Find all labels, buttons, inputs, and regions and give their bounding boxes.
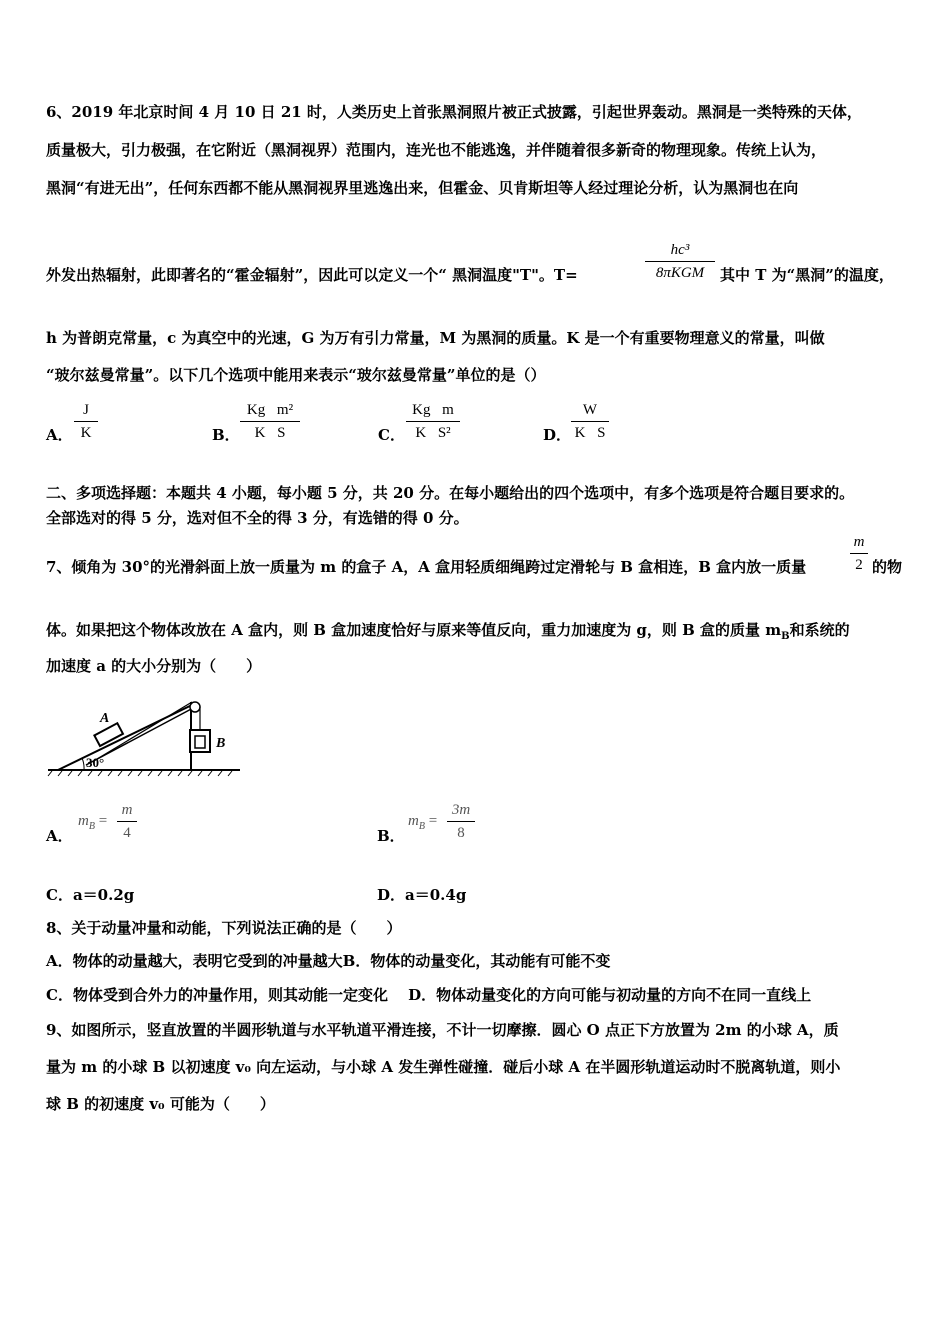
q6-option-d-num: W — [582, 402, 598, 418]
section2-line-2: 全部选对的得 5 分，选对但不全的得 3 分，有选错的得 0 分。 — [46, 509, 469, 527]
q6-option-b[interactable] — [240, 400, 300, 443]
q7-line-2 — [46, 620, 850, 647]
label-b: B — [216, 736, 226, 751]
q7-option-a-den: 4 — [123, 825, 131, 841]
q6-option-d[interactable] — [571, 400, 609, 443]
q8-line-2[interactable]: A．物体的动量越大，表明它受到的冲量越大B．物体的动量变化，其动能有可能不变 — [46, 952, 611, 970]
q7-line-1: 7、倾角为 30°的光滑斜面上放一质量为 m 的盒子 A，A 盒用轻质细绳跨过定滑轮与 B 盒相连，B 盒内放一质量 — [46, 558, 807, 576]
q7-line-2-sub: B — [781, 631, 790, 642]
q6-option-d-label[interactable]: D． — [543, 426, 572, 444]
q7-line-2-text: 体。如果把这个物体改放在 A 盒内，则 B 盒加速度恰好与原来等值反向，重力加速度为 g，则 B 盒的质量 m — [46, 621, 782, 639]
q7-option-a-eq: = — [98, 813, 108, 829]
q7-option-b-num: 3m — [451, 802, 471, 818]
q9-line-1: 9、如图所示，竖直放置的半圆形轨道与水平轨道平滑连接，不计一切摩擦．圆心 O 点正下方放置为 2m 的小球 A，质 — [46, 1021, 839, 1039]
q7-option-b-den: 8 — [457, 825, 465, 841]
q7-option-b-eq: = — [428, 813, 438, 829]
q7-option-b-frac — [447, 800, 475, 843]
q7-line-1-end: 的物 — [872, 558, 903, 576]
q6-option-d-den: K⃞S — [574, 425, 606, 441]
q6-line-2: 质量极大，引力极强，在它附近（黑洞视界）范围内，连光也不能逃逸，并伴随着很多新奇的物理现象。传统上认为， — [46, 141, 827, 159]
box-a — [94, 723, 123, 746]
q6-option-b-label[interactable]: B． — [212, 426, 240, 444]
q6-line-1: 6、2019 年北京时间 4 月 10 日 21 时，人类历史上首张黑洞照片被正式披露，引起世界轰动。黑洞是一类特殊的天体， — [46, 103, 862, 121]
q6-line-3: 黑洞“有进无出”，任何东西都不能从黑洞视界里逃逸出来，但霍金、贝肯斯坦等人经过理论分析，认为黑洞也在向 — [46, 179, 799, 197]
q7-mass-fraction — [850, 532, 868, 575]
q7-option-b-m: m — [408, 813, 419, 829]
q7-frac-den: 2 — [855, 557, 863, 573]
q7-line-2-end: 和系统的 — [789, 621, 850, 639]
q6-option-a-label[interactable]: A． — [46, 426, 73, 444]
q6-line-6: “玻尔兹曼常量”。以下几个选项中能用来表示“玻尔兹曼常量”单位的是（） — [46, 366, 546, 384]
q6-line-5: h 为普朗克常量，c 为真空中的光速，G 为万有引力常量，M 为黑洞的质量。K 是一个有重要物理意义的常量，叫做 — [46, 329, 825, 347]
q7-option-c[interactable]: C．a＝0.2g — [46, 886, 135, 904]
q7-option-b-sub: B — [418, 821, 425, 832]
q7-option-a-label[interactable]: A． — [46, 827, 73, 845]
q7-option-a-m: m — [78, 813, 89, 829]
q6-line-4b: 其中 T 为“黑洞”的温度， — [720, 266, 894, 284]
q7-option-a-num: m — [121, 802, 133, 818]
q7-option-a-sub: B — [88, 821, 95, 832]
q7-option-b-label[interactable]: B． — [377, 827, 405, 845]
formula-numerator: hc³ — [670, 242, 690, 258]
q8-line-3[interactable]: C．物体受到合外力的冲量作用，则其动能一定变化 D．物体动量变化的方向可能与初动量的方向不在同一直线上 — [46, 986, 812, 1004]
incline-pulley-figure — [44, 694, 244, 780]
q6-option-b-num: Kg⃞m² — [246, 402, 294, 418]
label-a: A — [100, 711, 110, 726]
q6-option-c[interactable] — [406, 400, 460, 443]
q6-option-b-den: K⃞S — [254, 425, 286, 441]
q9-line-3: 球 B 的初速度 v₀ 可能为（ ） — [46, 1095, 275, 1113]
q6-line-4a: 外发出热辐射，此即著名的“霍金辐射”，因此可以定义一个“ 黑洞温度"T"。T= — [46, 266, 578, 284]
q7-line-3: 加速度 a 的大小分别为（ ） — [46, 657, 262, 675]
q7-option-b-lhs — [408, 813, 437, 832]
q6-option-c-label[interactable]: C． — [378, 426, 405, 444]
formula-denominator: 8πKGM — [655, 265, 705, 281]
q6-option-a[interactable] — [74, 400, 98, 443]
q7-frac-num: m — [853, 534, 865, 550]
section2-line-1: 二、多项选择题：本题共 4 小题，每小题 5 分，共 20 分。在每小题给出的四个选项中，有多个选项是符合题目要求的。 — [46, 484, 855, 502]
q9-line-2: 量为 m 的小球 B 以初速度 v₀ 向左运动，与小球 A 发生弹性碰撞．碰后小球 A 在半圆形轨道运动时不脱离轨道，则小 — [46, 1058, 841, 1076]
q7-option-d[interactable]: D．a＝0.4g — [377, 886, 467, 904]
q6-option-a-den: K — [80, 425, 92, 441]
q7-option-a-lhs — [78, 813, 107, 832]
q7-option-a-frac — [117, 800, 137, 843]
q6-option-c-den: K⃞S² — [415, 425, 451, 441]
angle-label: 30° — [86, 755, 105, 770]
temperature-formula — [645, 240, 715, 283]
q6-option-c-num: Kg⃞m — [412, 402, 454, 418]
q8-line-1: 8、关于动量冲量和动能，下列说法正确的是（ ） — [46, 919, 402, 937]
q6-option-a-num: J — [83, 402, 89, 418]
